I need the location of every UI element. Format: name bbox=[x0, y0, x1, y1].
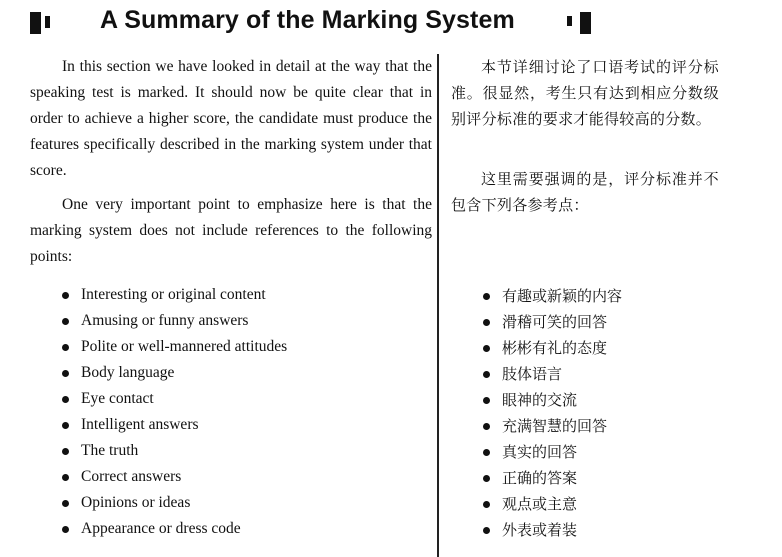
list-item bbox=[62, 282, 287, 308]
list-item bbox=[483, 465, 622, 491]
list-item bbox=[483, 517, 622, 543]
bullet-icon bbox=[62, 526, 69, 533]
list-item-text: Appearance or dress code bbox=[81, 520, 241, 537]
list-item-text: 彬彬有礼的态度 bbox=[502, 339, 608, 357]
bullet-icon bbox=[483, 293, 490, 300]
list-item bbox=[483, 361, 622, 387]
list-item-text: 有趣或新颖的内容 bbox=[502, 287, 623, 305]
header-left-bar-decoration bbox=[30, 12, 41, 34]
header-right-bar-decoration bbox=[580, 12, 591, 34]
list-item-text: 肢体语言 bbox=[502, 365, 563, 383]
english-points-list bbox=[62, 282, 287, 542]
english-paragraph-2: One very important point to emphasize here is that the marking system does not include references to the following points: bbox=[30, 196, 432, 265]
bullet-icon bbox=[62, 344, 69, 351]
header-right-tick-decoration bbox=[567, 16, 572, 26]
header-left-tick-decoration bbox=[45, 16, 50, 28]
bullet-icon bbox=[483, 527, 490, 534]
list-item bbox=[62, 516, 287, 542]
list-item-text: 真实的回答 bbox=[502, 443, 578, 461]
bullet-icon bbox=[483, 319, 490, 326]
bullet-icon bbox=[483, 345, 490, 352]
bullet-icon bbox=[62, 396, 69, 403]
list-item bbox=[62, 464, 287, 490]
list-item-text: Body language bbox=[81, 364, 175, 381]
list-item bbox=[483, 491, 622, 517]
english-paragraph-1: In this section we have looked in detail at the way that the speaking test is marked. It should now be quite clear that in order to achieve a higher score, the candidate must produce the features specifically described in the marking system under that score. bbox=[30, 58, 432, 179]
list-item-text: Intelligent answers bbox=[81, 416, 199, 433]
list-item bbox=[62, 438, 287, 464]
list-item-text: Amusing or funny answers bbox=[81, 312, 249, 329]
list-item bbox=[483, 413, 622, 439]
list-item bbox=[62, 490, 287, 516]
bullet-icon bbox=[483, 371, 490, 378]
list-item-text: Interesting or original content bbox=[81, 286, 266, 303]
list-item bbox=[62, 360, 287, 386]
list-item-text: Opinions or ideas bbox=[81, 494, 191, 511]
list-item-text: The truth bbox=[81, 442, 139, 459]
english-column bbox=[30, 54, 432, 270]
bullet-icon bbox=[62, 422, 69, 429]
list-item bbox=[483, 309, 622, 335]
list-item bbox=[483, 439, 622, 465]
bullet-icon bbox=[62, 370, 69, 377]
bullet-icon bbox=[483, 423, 490, 430]
list-item bbox=[62, 334, 287, 360]
chinese-paragraph-1: 本节详细讨论了口语考试的评分标准。很显然，考生只有达到相应分数级别评分标准的要求才能得较高的分数。 bbox=[451, 58, 719, 128]
bullet-icon bbox=[62, 474, 69, 481]
list-item-text: Correct answers bbox=[81, 468, 182, 485]
list-item-text: 眼神的交流 bbox=[502, 391, 578, 409]
list-item bbox=[483, 283, 622, 309]
list-item-text: 正确的答案 bbox=[502, 469, 578, 487]
list-item-text: 滑稽可笑的回答 bbox=[502, 313, 608, 331]
list-item bbox=[62, 308, 287, 334]
bullet-icon bbox=[483, 475, 490, 482]
section-header bbox=[30, 4, 600, 40]
chinese-points-list bbox=[483, 283, 622, 543]
list-item bbox=[483, 387, 622, 413]
bullet-icon bbox=[483, 449, 490, 456]
column-divider bbox=[437, 54, 439, 557]
page-title: A Summary of the Marking System bbox=[100, 6, 515, 34]
bullet-icon bbox=[62, 500, 69, 507]
list-item bbox=[62, 412, 287, 438]
list-item-text: 充满智慧的回答 bbox=[502, 417, 608, 435]
chinese-column bbox=[451, 54, 719, 218]
list-item-text: 观点或主意 bbox=[502, 495, 578, 513]
bullet-icon bbox=[62, 448, 69, 455]
bullet-icon bbox=[62, 318, 69, 325]
list-item bbox=[483, 335, 622, 361]
bullet-icon bbox=[483, 501, 490, 508]
list-item-text: Polite or well-mannered attitudes bbox=[81, 338, 288, 355]
list-item-text: Eye contact bbox=[81, 390, 154, 407]
bullet-icon bbox=[483, 397, 490, 404]
chinese-paragraph-2: 这里需要强调的是，评分标准并不包含下列各参考点： bbox=[451, 170, 719, 214]
list-item bbox=[62, 386, 287, 412]
bullet-icon bbox=[62, 292, 69, 299]
list-item-text: 外表或着装 bbox=[502, 521, 578, 539]
